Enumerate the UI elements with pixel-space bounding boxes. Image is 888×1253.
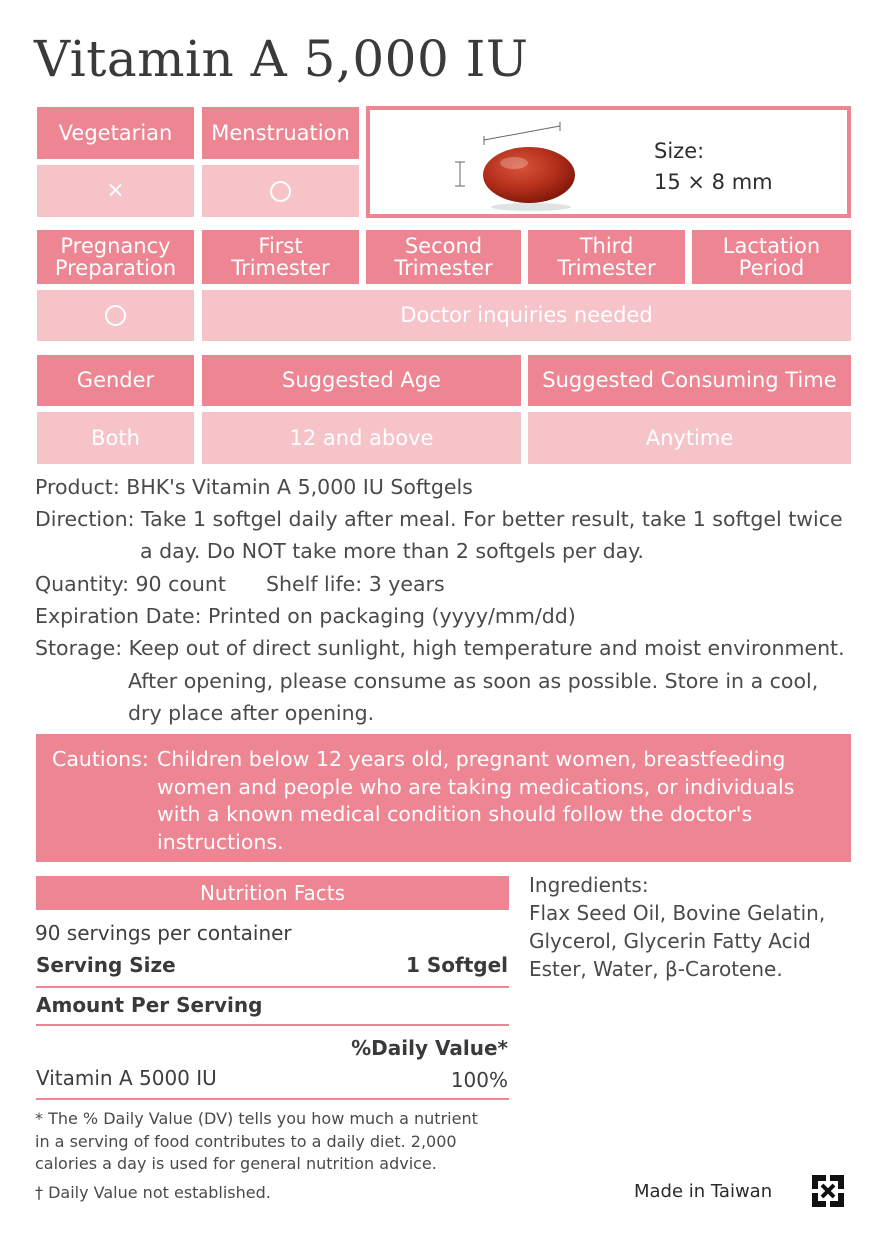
cautions-box — [36, 734, 851, 862]
first-trimester-label-2: Trimester — [231, 256, 330, 280]
nutrient-daily-value: 100% — [450, 1068, 508, 1092]
ingredients-line-1: Flax Seed Oil, Bovine Gelatin, — [529, 901, 826, 925]
page-title: Vitamin A 5,000 IU — [34, 30, 529, 88]
nutrition-divider — [36, 1098, 509, 1100]
vegetarian-label: Vegetarian — [58, 120, 173, 145]
lactation-period-label-2: Period — [738, 256, 805, 280]
nutrition-divider — [36, 986, 509, 988]
softgel-capsule-image — [446, 118, 646, 222]
pregnancy-preparation-label-1: Pregnancy — [60, 233, 171, 258]
servings-per-container: 90 servings per container — [35, 921, 292, 945]
ingredients-line-3: Ester, Water, β-Carotene. — [529, 957, 783, 981]
footnote-line-3: calories a day is used for general nutrition advice. — [35, 1154, 437, 1173]
suggested-age-value: 12 and above — [289, 425, 434, 450]
lactation-period-header — [692, 230, 851, 284]
size-label: Size: — [654, 139, 705, 163]
ingredients-label: Ingredients: — [529, 873, 649, 897]
footnote-line-2: in a serving of food contributes to a daily diet. 2,000 — [35, 1131, 457, 1151]
serving-size-label: Serving Size — [36, 953, 176, 977]
storage-line-3: dry place after opening. — [128, 701, 375, 725]
storage-line-1: Storage: Keep out of direct sunlight, high temperature and moist environment. — [35, 636, 845, 660]
gender-label: Gender — [76, 368, 155, 393]
daily-value-header: %Daily Value* — [351, 1036, 508, 1060]
size-text — [654, 136, 773, 198]
size-value: 15 × 8 mm — [654, 170, 773, 194]
doctor-note: Doctor inquiries needed — [400, 303, 653, 328]
cautions-line-2: women and people who are taking medications, or individuals — [157, 774, 795, 799]
consuming-time-header — [528, 355, 851, 406]
cross-icon: × — [106, 178, 125, 204]
menstruation-label: Menstruation — [211, 120, 350, 145]
first-trimester-label-1: First — [258, 233, 303, 258]
suggested-age-value-cell — [202, 412, 521, 464]
circle-icon — [270, 181, 291, 202]
shelf-life-line: Shelf life: 3 years — [266, 572, 445, 596]
ingredients — [529, 871, 825, 983]
recycle-icon — [808, 1171, 848, 1211]
nutrition-divider — [36, 1024, 509, 1026]
second-trimester-label-2: Trimester — [394, 256, 493, 280]
gender-value-cell — [37, 412, 194, 464]
consuming-time-value: Anytime — [645, 425, 734, 450]
doctor-note-cell — [202, 290, 851, 341]
third-trimester-label-1: Third — [579, 233, 634, 258]
expiration-line: Expiration Date: Printed on packaging (yyyy/mm/dd) — [35, 604, 576, 628]
vegetarian-value — [37, 165, 194, 217]
quantity-line: Quantity: 90 count — [35, 572, 226, 596]
third-trimester-label-2: Trimester — [557, 256, 656, 280]
suggested-age-header — [202, 355, 521, 406]
nutrition-facts-heading: Nutrition Facts — [36, 876, 509, 910]
third-trimester-header — [528, 230, 685, 284]
cautions-line-1: Children below 12 years old, pregnant women, breastfeeding — [157, 747, 786, 771]
gender-header — [37, 355, 194, 406]
cautions-line-4: instructions. — [157, 829, 284, 854]
daily-value-footnote — [35, 1108, 478, 1176]
suggested-age-label: Suggested Age — [282, 368, 441, 393]
amount-per-serving: Amount Per Serving — [36, 993, 263, 1017]
ingredients-line-2: Glycerol, Glycerin Fatty Acid — [529, 929, 811, 953]
second-trimester-header — [366, 230, 521, 284]
consuming-time-label: Suggested Consuming Time — [542, 368, 837, 393]
storage-line-2: After opening, please consume as soon as possible. Store in a cool, — [128, 669, 819, 693]
circle-icon — [105, 305, 126, 326]
direction-line-2: a day. Do NOT take more than 2 softgels per day. — [140, 539, 644, 563]
serving-size-value: 1 Softgel — [405, 953, 508, 977]
dagger-note: † Daily Value not established. — [35, 1183, 271, 1202]
menstruation-header — [202, 107, 359, 159]
direction-line-1: Direction: Take 1 softgel daily after meal. For better result, take 1 softgel twice — [35, 507, 843, 531]
consuming-time-value-cell — [528, 412, 851, 464]
pregnancy-preparation-label-2: Preparation — [54, 256, 177, 280]
pregnancy-preparation-value — [37, 290, 194, 341]
pregnancy-preparation-header — [37, 230, 194, 284]
product-line: Product: BHK's Vitamin A 5,000 IU Softgels — [35, 475, 473, 499]
cautions-label: Cautions: — [52, 747, 149, 771]
made-in-taiwan: Made in Taiwan — [634, 1181, 773, 1202]
vegetarian-header — [37, 107, 194, 159]
cautions-line-3: with a known medical condition should follow the doctor's — [157, 802, 753, 826]
cautions-text — [157, 746, 837, 856]
first-trimester-header — [202, 230, 359, 284]
size-box — [366, 106, 851, 218]
second-trimester-label-1: Second — [404, 233, 483, 258]
nutrient-name: Vitamin A 5000 IU — [36, 1066, 217, 1090]
footnote-line-1: * The % Daily Value (DV) tells you how much a nutrient — [35, 1109, 478, 1128]
gender-value: Both — [91, 425, 140, 450]
menstruation-value — [202, 165, 359, 217]
lactation-period-label-1: Lactation — [722, 233, 821, 258]
